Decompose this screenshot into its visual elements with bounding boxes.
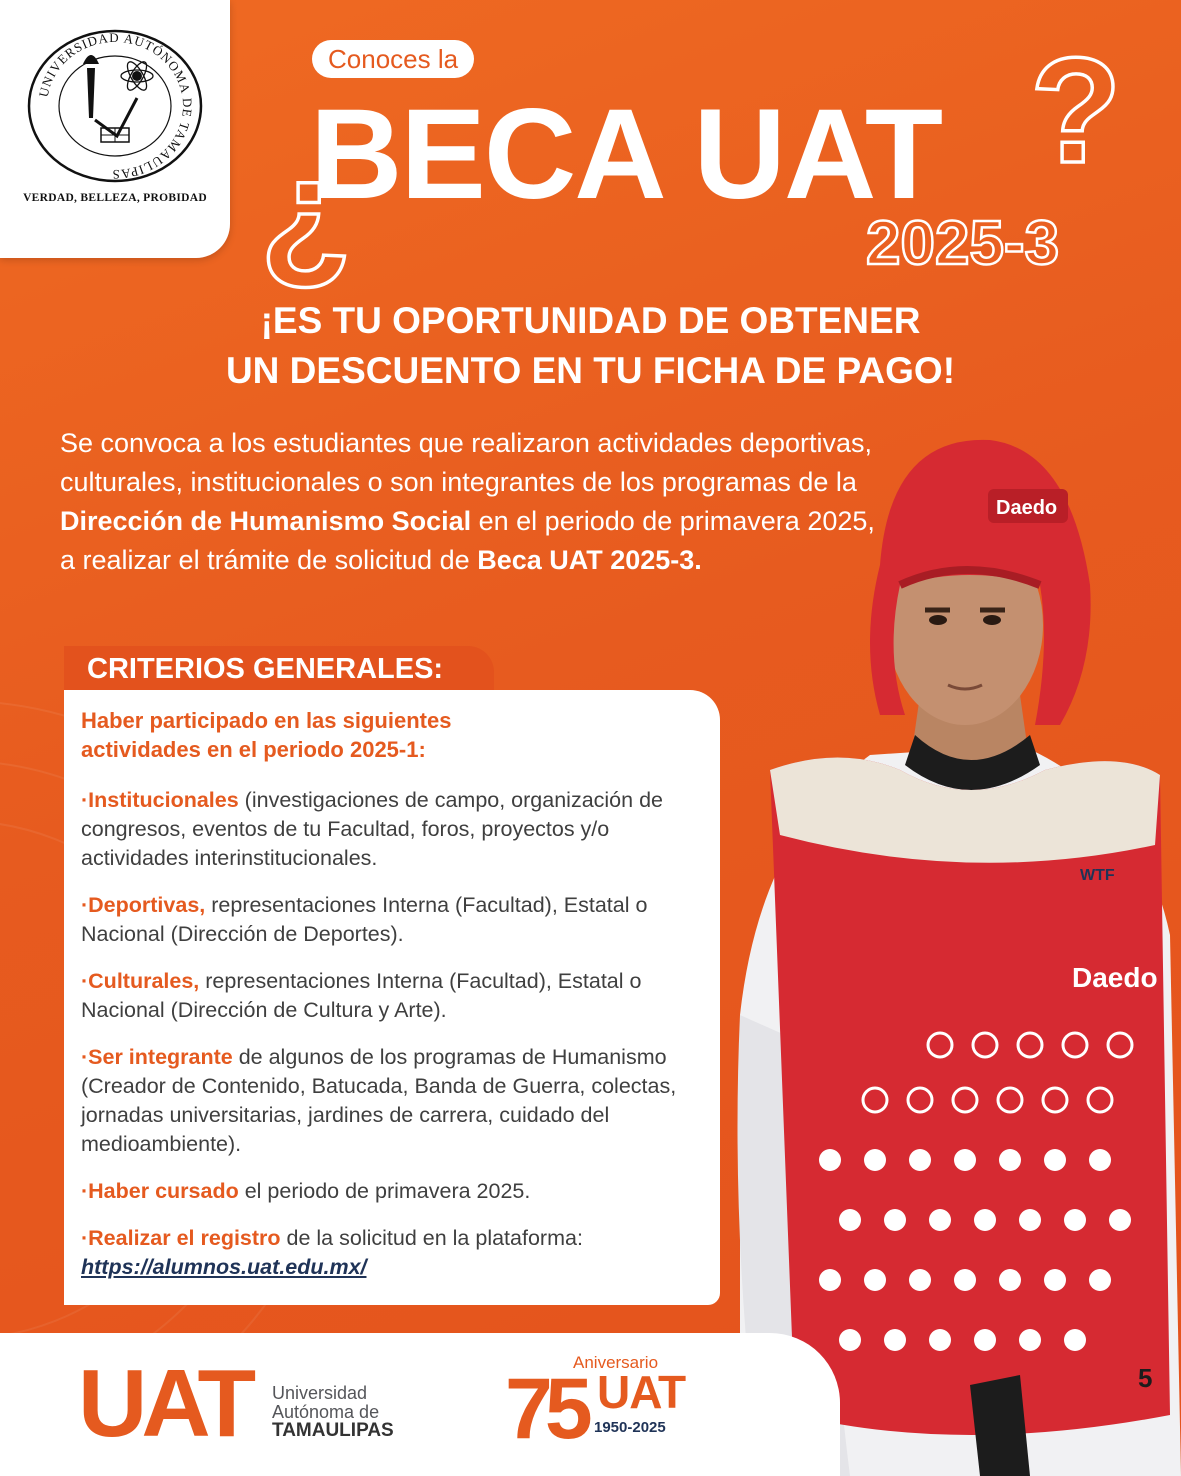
criteria-item-text: (investigaciones de campo, organización de congresos, eventos de tu Facultad, foros, proyectos y/o actividades interinstitucionales. <box>81 788 663 870</box>
criteria-title: CRITERIOS GENERALES: <box>87 653 444 685</box>
wtf-mark-text: WTF <box>1080 867 1115 884</box>
title-graphic <box>250 26 1150 294</box>
helmet-brand-text: Daedo <box>996 497 1058 519</box>
chest-brand-text: Daedo <box>1072 962 1158 993</box>
edition-text: 2025-3 <box>866 209 1060 278</box>
criteria-item-culturales <box>81 967 700 1025</box>
criteria-item-integrante <box>81 1043 700 1159</box>
criteria-item-lead: ·Ser integrante <box>81 1045 233 1069</box>
criteria-item-text: representaciones Interna (Facultad), Estatal o Nacional (Dirección de Deportes). <box>81 893 648 946</box>
headline-line-2: UN DESCUENTO EN TU FICHA DE PAGO! <box>225 350 956 391</box>
registration-link[interactable]: https://alumnos.uat.edu.mx/ <box>81 1255 367 1279</box>
chest-number-text: 5 <box>1138 1363 1153 1393</box>
criteria-card <box>64 690 720 1305</box>
criteria-item-text: representaciones Interna (Facultad), Estatal o Nacional (Dirección de Cultura y Arte). <box>81 969 642 1022</box>
university-seal-icon <box>25 28 205 183</box>
criteria-item-registro <box>81 1224 700 1282</box>
headline <box>0 296 1181 396</box>
kicker-pill: Conoces la <box>312 40 474 78</box>
intro-text-2: en el periodo de primavera 2025, a realizar el trámite de solicitud de <box>60 506 875 575</box>
criteria-item-lead: ·Culturales, <box>81 969 200 993</box>
anniversary-uat: UAT <box>597 1366 686 1418</box>
uat-name-line-1: Universidad <box>272 1383 368 1403</box>
criteria-item-text: de la solicitud en la plataforma: <box>280 1226 583 1250</box>
uat-name-line-2: Autónoma de <box>272 1402 380 1422</box>
criteria-item-lead: ·Haber cursado <box>81 1179 239 1203</box>
criteria-item-lead: ·Institucionales <box>81 788 239 812</box>
close-question-icon: ? <box>1030 26 1122 194</box>
seal-motto: VERDAD, BELLEZA, PROBIDAD <box>23 192 207 204</box>
university-seal-card <box>0 0 230 258</box>
criteria-intro: Haber participado en las siguientes actividades en el periodo 2025-1: <box>81 708 452 762</box>
criteria-item-text: el periodo de primavera 2025. <box>238 1179 531 1203</box>
open-question-icon: ¿ <box>260 126 352 294</box>
athlete-photo <box>700 415 1181 1476</box>
uat-name-line-3: TAMAULIPAS <box>272 1420 394 1441</box>
anniversary-label: Aniversario <box>573 1353 659 1372</box>
criteria-item-institucionales <box>81 786 700 873</box>
uat-logo-text: UAT <box>78 1362 251 1442</box>
criteria-item-lead: ·Deportivas, <box>81 893 206 917</box>
criteria-item-text: de algunos de los programas de Humanismo (Creador de Contenido, Batucada, Banda de Guerra, colectas, jornadas universitarias, jardines de carrera, cuidado del medioambiente). <box>81 1045 677 1156</box>
intro-text-1: Se convoca a los estudiantes que realizaron actividades deportivas, culturales, institucionales o son integrantes de los programas de la <box>60 428 872 497</box>
criteria-item-deportivas <box>81 891 700 949</box>
anniversary-number: 75 <box>505 1361 585 1445</box>
criteria-item-cursado <box>81 1177 700 1206</box>
intro-bold-1: Dirección de Humanismo Social <box>60 506 472 536</box>
criteria-item-lead: ·Realizar el registro <box>81 1226 281 1250</box>
headline-line-1: ¡ES TU OPORTUNIDAD DE OBTENER <box>260 300 921 341</box>
seal-ring-text: UNIVERSIDAD AUTÓNOMA DE TAMAULIPAS <box>35 29 196 183</box>
uat-logo <box>78 1362 278 1442</box>
title-text: BECA UAT <box>310 83 942 226</box>
anniversary-years: 1950-2025 <box>594 1419 666 1436</box>
intro-bold-2: Beca UAT 2025-3. <box>477 545 702 575</box>
